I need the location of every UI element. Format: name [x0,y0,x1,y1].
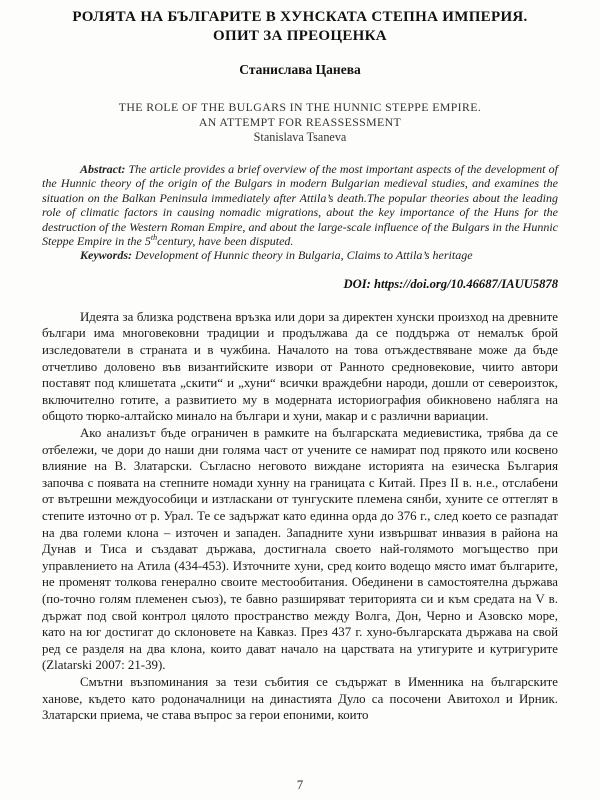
paper-title-bulgarian-line1: РОЛЯТА НА БЪЛГАРИТЕ В ХУНСКАТА СТЕПНА ИМПЕРИЯ. [72,9,528,25]
doi-line: DOI: https://doi.org/10.46687/IAUU5878 [343,276,558,291]
keywords-line [42,248,558,262]
abstract-text-part1: The article provides a brief overview of the most important aspects of the development of the Hunnic theory of the origin of the Bulgars in modern Bulgarian medieval studies, and examines the situation on the Balkan Peninsula immediately after Attila’s death.The popular theories about the leading role of climatic factors in causing nomadic migrations, about the key importance of the Huns for the destruction of the Western Roman Empire, and about the large-scale influence of the Bulgars in the Hunnic Steppe Empire in the 5 [42,162,558,249]
body-paragraph: Ако анализът бъде ограничен в рамките на българската медиевистика, трябва да се отбележи, че дори до наши дни голяма част от учените се намират под прякото или косвено влияние на В. Златарски. Съгласно неговото виждане историята на езическа България започва с появата на степните номади хунну на границата с Китай. През II в. н.е., отслабени от вътрешни междуособици и изтласкани от тунгуските племена сянби, хуните се оттеглят в степите източно от р. Урал. Те се задържат като единна орда до 376 г., след което се разпадат на два големи клона – източен и западен. Западните хуни извършват инвазия в района на Дунав и Тиса и създават държава, достигнала своето най-голямото могъщество при управлението на Атила (434-453). Източните хуни, сред които водещо място имат българите, не променят толкова генерално своите местообитания. Обединени в самостоятелна държава (по-точно голям племенен съюз), те бавно разширяват територията си и към средата на V в. държат под свой контрол цялото пространство между Волга, Дон, Черно и Азовско море, като на юг достигат до склоновете на Кавказ. През 437 г. хуно-българската държава на свой ред се разделя на два клона, които дават начало на царствата на утигурите и кутригурите (Zlatarski 2007: 21-39). [42,426,558,673]
body-paragraph: Смътни възпоминания за тези събития се съдържат в Именника на българските ханове, където като родоначалници на династията Дуло са посочени Авитохол и Ирник. Златарски приема, че става въпрос за герои епоними, които [42,674,558,723]
paper-title-english [42,100,558,130]
article-body [42,309,558,724]
paper-title-english-line2: AN ATTEMPT FOR REASSESSMENT [198,115,402,129]
keywords-label: Keywords: [80,248,132,263]
paper-title-english-line1: THE ROLE OF THE BULGARS IN THE HUNNIC STEPPE EMPIRE. [118,100,482,114]
author-name-bulgarian: Станислава Цанева [239,62,361,77]
page-number: 7 [296,778,304,792]
author-name-english: Stanislava Tsaneva [253,130,347,144]
paper-title-bulgarian [42,8,558,46]
abstract-superscript: th [150,233,158,243]
keywords-text: Development of Hunnic theory in Bulgaria, Claims to Attila’s heritage [132,248,473,263]
abstract-label: Abstract: [80,162,126,176]
abstract-paragraph [42,162,558,248]
paper-title-bulgarian-line2: ОПИТ ЗА ПРЕОЦЕНКА [213,28,387,44]
body-paragraph: Идеята за близка родствена връзка или дори за директен хунски произход на древните българи има многовековни традиции и продължава да се поддържа от немалък брой изследователи в страната и в чужбина. Началото на това отъждествяване може да бъде отчетливо доловено във византийските извори от Ранното средновековие, чиито автори поставят под клишетата „скити“ и „хуни“ всички враждебни народи, дошли от североизток, включително готите, а развитието му в модерната историография обикновено набляга на общото тюрко-алтайско минало на българи и хуни, макар и с различни вариации. [42,309,558,424]
abstract-text-part2: century, have been disputed. [157,234,294,249]
